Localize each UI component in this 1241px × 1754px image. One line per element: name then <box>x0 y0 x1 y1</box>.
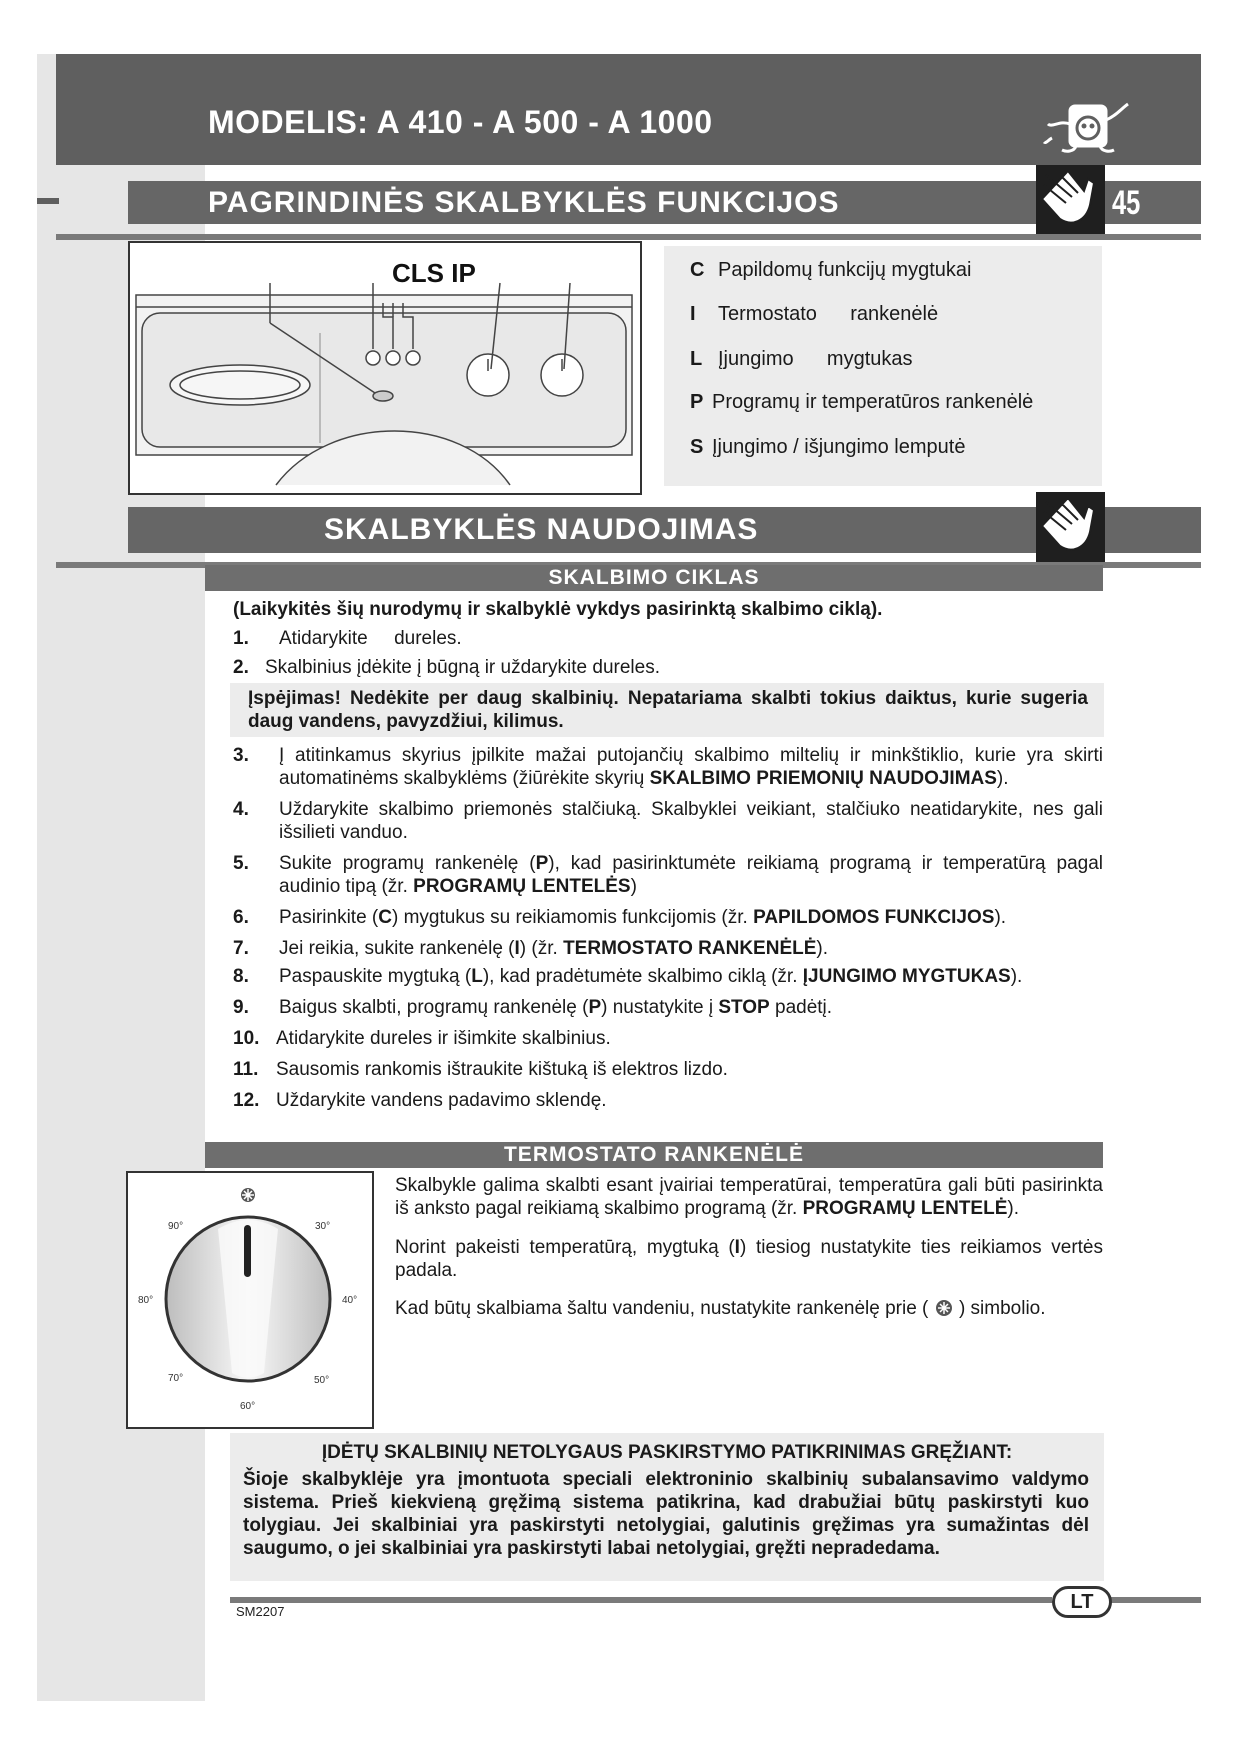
usage-title-bar-right <box>1105 507 1201 553</box>
step-11: 11. Sausomis rankomis ištraukite kištuką iš elektros lizdo. <box>233 1059 728 1080</box>
margin-tick <box>37 198 59 204</box>
dial-label-40: 40° <box>342 1295 358 1306</box>
functions-title: PAGRINDINĖS SKALBYKLĖS FUNKCIJOS <box>208 186 840 219</box>
hand-icon <box>1036 165 1105 234</box>
page-number: 45 <box>1112 184 1141 222</box>
balance-text: Šioje skalbyklėje yra įmontuota speciali elektroninio skalbinių subalansavimo valdymo sistema. Prieš kiekvieną gręžimą sistema patikrina, kad drabužiai būtų paskirstyti kuo tolygiau. Jei skalbiniai yra paskirstyti netolygiai, galutinis gręžimas yra sumažintas dėl saugumo, o jei skalbiniai yra paskirstyti labai netolygiai, gręžti nepradedama. <box>243 1469 1089 1559</box>
step-5: 5. Sukite programų rankenėlę (P), kad pasirinktumėte reikiamą programą ir temperatūrą pagal audinio tipą (žr. PROGRAMŲ LENTELĖS) <box>233 853 1103 897</box>
thermostat-paragraph-2: Norint pakeisti temperatūrą, mygtuką (I) tiesiog nustatykite ties reikiamos vertės padala. <box>395 1237 1103 1281</box>
washing-machine-mascot-icon <box>1040 98 1135 156</box>
step-8: 8. Paspauskite mygtuką (L), kad pradėtumėte skalbimo ciklą (žr. ĮJUNGIMO MYGTUKAS). <box>233 966 1023 987</box>
step-4: 4. Uždarykite skalbimo priemonės stalčiuką. Skalbyklei veikiant, stalčiuko neatidarykite, nes gali išsilieti vanduo. <box>233 799 1103 843</box>
legend-item-c: C Papildomų funkcijų mygtukai <box>690 259 972 281</box>
legend-item-i: I Termostato rankenėlė <box>690 303 939 325</box>
balance-title: ĮDĖTŲ SKALBINIŲ NETOLYGAUS PASKIRSTYMO PATIKRINIMAS GRĘŽIANT: <box>321 1442 1013 1463</box>
usage-title: SKALBYKLĖS NAUDOJIMAS <box>324 513 759 546</box>
dial-label-70: 70° <box>168 1373 184 1384</box>
legend-item-s: S Įjungimo / išjungimo lemputė <box>690 436 966 458</box>
cycle-intro: (Laikykitės šių nurodymų ir skalbyklė vykdys pasirinktą skalbimo ciklą). <box>233 599 883 620</box>
language-badge: LT <box>1052 1586 1112 1618</box>
model-title: MODELIS: A 410 - A 500 - A 1000 <box>208 104 713 140</box>
step-1: 1. Atidarykite dureles. <box>233 628 462 649</box>
footer-rule <box>230 1597 1052 1603</box>
step-10: 10. Atidarykite dureles ir išimkite skalbinius. <box>233 1028 611 1049</box>
functions-title-bar-underline <box>56 234 1201 240</box>
dial-label-30: 30° <box>315 1221 331 1232</box>
dial-label-60: 60° <box>240 1401 256 1412</box>
warning-text: Įspėjimas! Nedėkite per daug skalbinių. Nepatariama skalbti tokius daiktus, kurie sugeria daug vandens, pavyzdžiui, kilimus. <box>248 688 1088 732</box>
dial-label-90: 90° <box>168 1221 184 1232</box>
step-6: 6. Pasirinkite (C) mygtukus su reikiamomis funkcijomis (žr. PAPILDOMOS FUNKCIJOS). <box>233 907 1007 928</box>
step-12: 12. Uždarykite vandens padavimo sklendę. <box>233 1090 607 1111</box>
diagram-label: CLS IP <box>392 258 476 288</box>
step-9: 9. Baigus skalbti, programų rankenėlę (P) nustatykite į STOP padėtį. <box>233 997 833 1018</box>
hand-icon <box>1036 492 1105 562</box>
step-3: 3. Į atitinkamus skyrius įpilkite mažai putojančių skalbimo miltelių ir minkštiklio, kurie yra skirti automatinėms skalbyklėms (žiūrėkite skyrių SKALBIMO PRIEMONIŲ NAUDOJIMAS). <box>233 745 1103 789</box>
step-2: 2. Skalbinius įdėkite į būgną ir uždarykite dureles. <box>233 657 660 678</box>
step-7: 7. Jei reikia, sukite rankenėlę (I) (žr. TERMOSTATO RANKENĖLĖ). <box>233 938 829 959</box>
footer-rule-right <box>1108 1597 1201 1603</box>
legend-item-l: L Įjungimo mygtukas <box>690 348 913 370</box>
dial-label-50: 50° <box>314 1375 330 1386</box>
snowflake-icon <box>934 1298 954 1318</box>
footer-code: SM2207 <box>236 1604 285 1619</box>
snowflake-icon <box>241 1188 255 1202</box>
thermostat-paragraph-3: Kad būtų skalbiama šaltu vandeniu, nustatykite rankenėlę prie ( ) simbolio. <box>395 1298 1046 1319</box>
dial-label-80: 80° <box>138 1295 154 1306</box>
thermostat-dial-drawing <box>128 1173 370 1425</box>
thermostat-subtitle: TERMOSTATO RANKENĖLĖ <box>205 1142 1103 1168</box>
thermostat-paragraph-1: Skalbykle galima skalbti esant įvairiai temperatūrai, temperatūra gali būti pasirinkta iš anksto pagal reikiamą skalbimo programą (žr. PROGRAMŲ LENTELĖ). <box>395 1175 1103 1219</box>
legend-item-p: P Programų ir temperatūros rankenėlė <box>690 391 1034 413</box>
cycle-subtitle: SKALBIMO CIKLAS <box>205 565 1103 591</box>
control-panel-drawing <box>130 243 638 491</box>
